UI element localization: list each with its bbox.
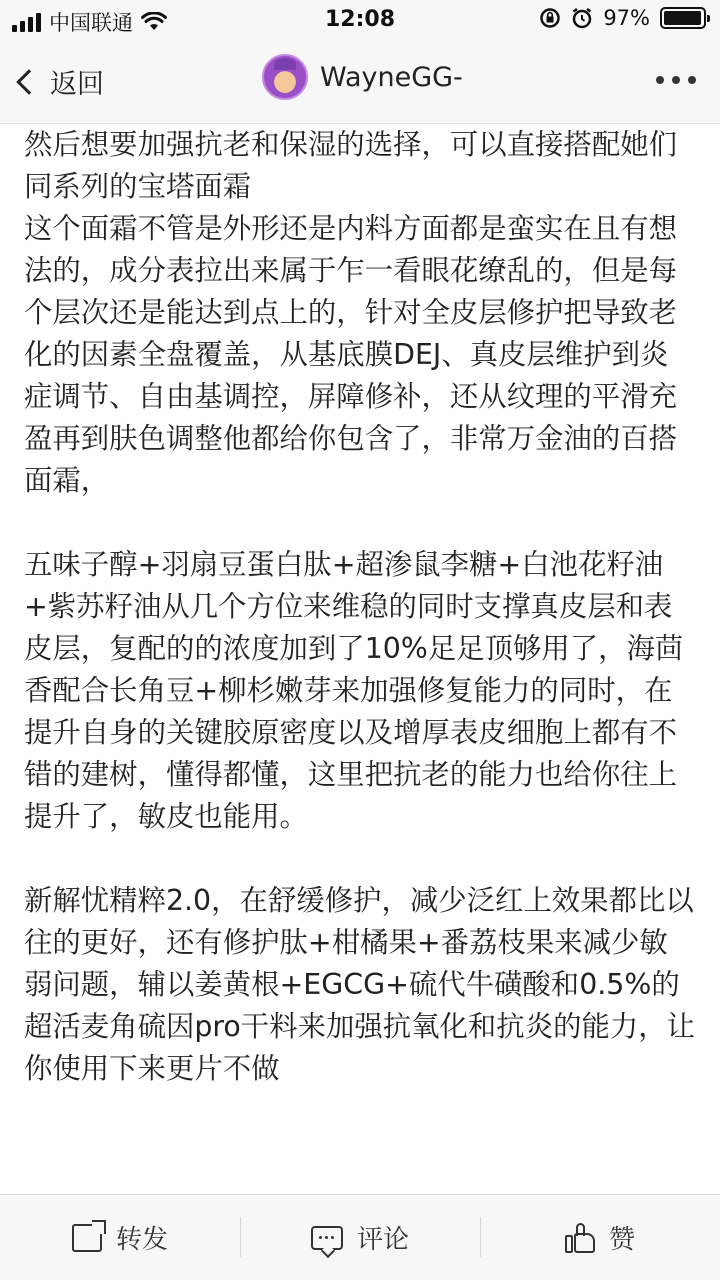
paragraph-spacer xyxy=(24,502,696,544)
rotation-lock-icon xyxy=(539,7,561,29)
status-bar xyxy=(0,0,720,40)
share-icon xyxy=(72,1224,102,1252)
repost-button[interactable] xyxy=(0,1195,240,1280)
back-button[interactable] xyxy=(20,62,104,101)
like-button[interactable] xyxy=(480,1195,720,1280)
nav-username[interactable]: WayneGG- xyxy=(320,61,463,93)
nav-title[interactable] xyxy=(262,54,463,100)
carrier-label: 中国联通 xyxy=(49,11,133,35)
thumbs-up-icon xyxy=(565,1223,595,1253)
battery-icon xyxy=(660,7,706,29)
repost-label: 转发 xyxy=(115,1225,168,1255)
back-label: 返回 xyxy=(50,69,104,100)
comment-icon xyxy=(311,1226,343,1250)
like-label: 赞 xyxy=(608,1225,635,1255)
avatar[interactable] xyxy=(262,54,308,100)
article-paragraph: 新解忧精粹2.0，在舒缓修护，减少泛红上效果都比以往的更好，还有修护肽+柑橘果+番荔枝果来减少敏弱问题，辅以姜黄根+EGCG+硫代牛磺酸和0.5%的超活麦角硫因pro干料来加强抗氧化和抗炎的能力，让你使用下来更片不做 xyxy=(24,884,696,1085)
comment-label: 评论 xyxy=(356,1225,409,1255)
alarm-icon xyxy=(571,7,593,29)
more-options-icon[interactable] xyxy=(656,76,696,84)
status-time: 12:08 xyxy=(324,7,396,32)
nav-bar xyxy=(0,40,720,124)
chevron-left-icon xyxy=(16,69,41,94)
paragraph-spacer xyxy=(24,838,696,880)
article-body xyxy=(24,124,696,1194)
comment-button[interactable] xyxy=(240,1195,480,1280)
status-right xyxy=(539,6,706,30)
battery-level-fill xyxy=(664,11,701,25)
battery-percent: 97% xyxy=(603,6,650,30)
article-paragraph: 五味子醇+羽扇豆蛋白肽+超渗鼠李糖+白池花籽油+紫苏籽油从几个方位来维稳的同时支撑真皮层和表皮层，复配的的浓度加到了10%足足顶够用了，海茴香配合长角豆+柳杉嫩芽来加强修复能力的同时，在提升自身的关键胶原密度以及增厚表皮细胞上都有不错的建树，懂得都懂，这里把抗老的能力也给你往上提升了，敏皮也能用。 xyxy=(24,548,684,833)
article-paragraph: 然后想要加强抗老和保湿的选择，可以直接搭配她们同系列的宝塔面霜 这个面霜不管是外形还是内料方面都是蛮实在且有想法的，成分表拉出来属于乍一看眼花缭乱的，但是每个层次还是能达到点上的，针对全皮层修护把导致老化的因素全盘覆盖，从基底膜DEJ、真皮层维护到炎症调节、自由基调控，屏障修补，还从纹理的平滑充盈再到肤色调整他都给你包含了，非常万金油的百搭面霜， xyxy=(24,128,677,497)
bottom-action-bar xyxy=(0,1194,720,1280)
